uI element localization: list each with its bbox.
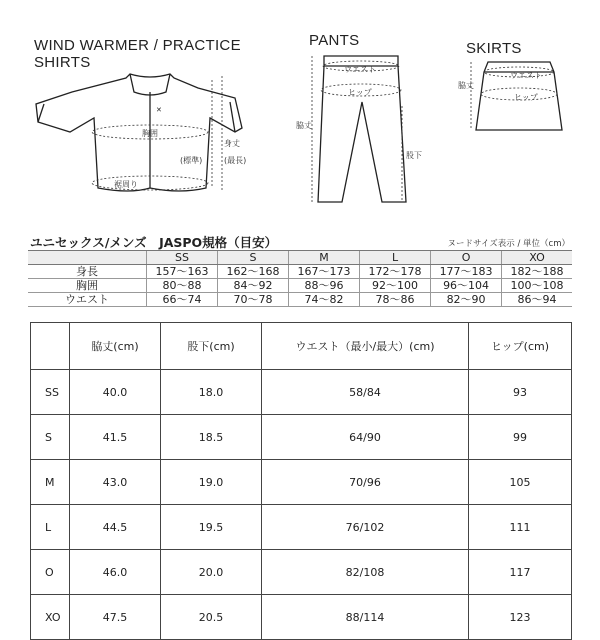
pants-title: PANTS xyxy=(309,32,360,49)
table-cell: 177～183 xyxy=(431,265,502,279)
shirt-longest-label: (最長) xyxy=(224,156,247,165)
body-size-row-height xyxy=(28,265,572,279)
size-header-cell: L xyxy=(360,251,431,265)
body-size-row-chest xyxy=(28,279,572,293)
body-size-table xyxy=(28,250,572,307)
pants-diagram xyxy=(296,52,436,212)
table-row xyxy=(31,370,572,415)
skirt-hip-label: ヒップ xyxy=(514,93,538,102)
brand-logo-icon: ✕ xyxy=(156,106,162,114)
table-row xyxy=(31,505,572,550)
size-label: M xyxy=(31,460,70,505)
pants-hip-label: ヒップ xyxy=(348,88,372,97)
shirt-diagram xyxy=(30,70,280,200)
table-row xyxy=(31,595,572,640)
table-cell: 100～108 xyxy=(502,279,572,293)
table-cell: 88～96 xyxy=(289,279,360,293)
shirt-length-label: 身丈 xyxy=(224,139,240,148)
table-cell: 40.0 xyxy=(70,370,161,415)
body-size-corner xyxy=(28,251,147,265)
table-cell: 86～94 xyxy=(502,293,572,307)
shirt-chest-label: 胸囲 xyxy=(142,129,158,138)
column-header-inseam: 股下(cm) xyxy=(161,323,262,370)
table-cell: 82/108 xyxy=(262,550,469,595)
body-size-header-row xyxy=(28,251,572,265)
table-cell: 123 xyxy=(469,595,572,640)
size-header-cell: SS xyxy=(147,251,218,265)
table-cell: 111 xyxy=(469,505,572,550)
skirt-waist-label: ウエスト xyxy=(510,71,542,80)
table-cell: 84～92 xyxy=(218,279,289,293)
shirt-outline xyxy=(36,74,242,191)
skirts-title: SKIRTS xyxy=(466,40,522,57)
table-cell: 64/90 xyxy=(262,415,469,460)
table-row xyxy=(31,415,572,460)
table-cell: 70/96 xyxy=(262,460,469,505)
size-label: SS xyxy=(31,370,70,415)
table-cell: 70～78 xyxy=(218,293,289,307)
table-cell: 19.5 xyxy=(161,505,262,550)
table-cell: 172～178 xyxy=(360,265,431,279)
table-cell: 167～173 xyxy=(289,265,360,279)
size-label: XO xyxy=(31,595,70,640)
size-label: O xyxy=(31,550,70,595)
shirt-hem-label: 裾周り xyxy=(114,180,138,189)
table-cell: 20.5 xyxy=(161,595,262,640)
table-cell: 99 xyxy=(469,415,572,460)
table-cell: 88/114 xyxy=(262,595,469,640)
table-cell: 78～86 xyxy=(360,293,431,307)
table-cell: 47.5 xyxy=(70,595,161,640)
row-label: ウエスト xyxy=(28,293,147,307)
size-label: L xyxy=(31,505,70,550)
table-cell: 157～163 xyxy=(147,265,218,279)
table-cell: 41.5 xyxy=(70,415,161,460)
table-cell: 162～168 xyxy=(218,265,289,279)
table-row xyxy=(31,550,572,595)
table-cell: 18.0 xyxy=(161,370,262,415)
product-size-header-row xyxy=(31,323,572,370)
pants-outline xyxy=(318,56,406,202)
table-cell: 43.0 xyxy=(70,460,161,505)
table-cell: 80～88 xyxy=(147,279,218,293)
size-header-cell: S xyxy=(218,251,289,265)
table-cell: 76/102 xyxy=(262,505,469,550)
table-cell: 74～82 xyxy=(289,293,360,307)
skirt-side-length-label: 脇丈 xyxy=(458,81,474,90)
table-cell: 82～90 xyxy=(431,293,502,307)
table-cell: 18.5 xyxy=(161,415,262,460)
row-label: 身長 xyxy=(28,265,147,279)
column-header-hip: ヒップ(cm) xyxy=(469,323,572,370)
table-cell: 46.0 xyxy=(70,550,161,595)
shirt-title-line2: SHIRTS xyxy=(34,54,91,71)
table-cell: 44.5 xyxy=(70,505,161,550)
pants-waist-label: ウエスト xyxy=(344,65,376,74)
size-label: S xyxy=(31,415,70,460)
shirt-section-title xyxy=(34,37,241,71)
table-cell: 117 xyxy=(469,550,572,595)
size-header-cell: M xyxy=(289,251,360,265)
body-size-unit-note: ヌードサイズ表示 / 単位（cm） xyxy=(447,239,570,249)
column-header-waist: ウエスト（最小/最大）(cm) xyxy=(262,323,469,370)
table-cell: 19.0 xyxy=(161,460,262,505)
row-label: 胸囲 xyxy=(28,279,147,293)
body-size-row-waist xyxy=(28,293,572,307)
product-size-table xyxy=(30,322,572,640)
pants-side-length-label: 脇丈 xyxy=(296,121,312,130)
shirt-standard-label: (標準) xyxy=(180,156,203,165)
table-cell: 20.0 xyxy=(161,550,262,595)
table-cell: 182～188 xyxy=(502,265,572,279)
table-cell: 93 xyxy=(469,370,572,415)
skirts-diagram xyxy=(458,58,578,138)
size-header-cell: O xyxy=(431,251,502,265)
product-corner-cell xyxy=(31,323,70,370)
shirt-title-line1: WIND WARMER / PRACTICE xyxy=(34,37,241,54)
table-cell: 66～74 xyxy=(147,293,218,307)
column-header-side-length: 脇丈(cm) xyxy=(70,323,161,370)
size-header-cell: XO xyxy=(502,251,572,265)
table-cell: 92～100 xyxy=(360,279,431,293)
table-cell: 58/84 xyxy=(262,370,469,415)
pants-inseam-label: 股下 xyxy=(406,151,422,160)
table-row xyxy=(31,460,572,505)
body-size-title: ユニセックス/メンズ JASPO規格（目安） xyxy=(30,235,278,250)
table-cell: 96～104 xyxy=(431,279,502,293)
table-cell: 105 xyxy=(469,460,572,505)
